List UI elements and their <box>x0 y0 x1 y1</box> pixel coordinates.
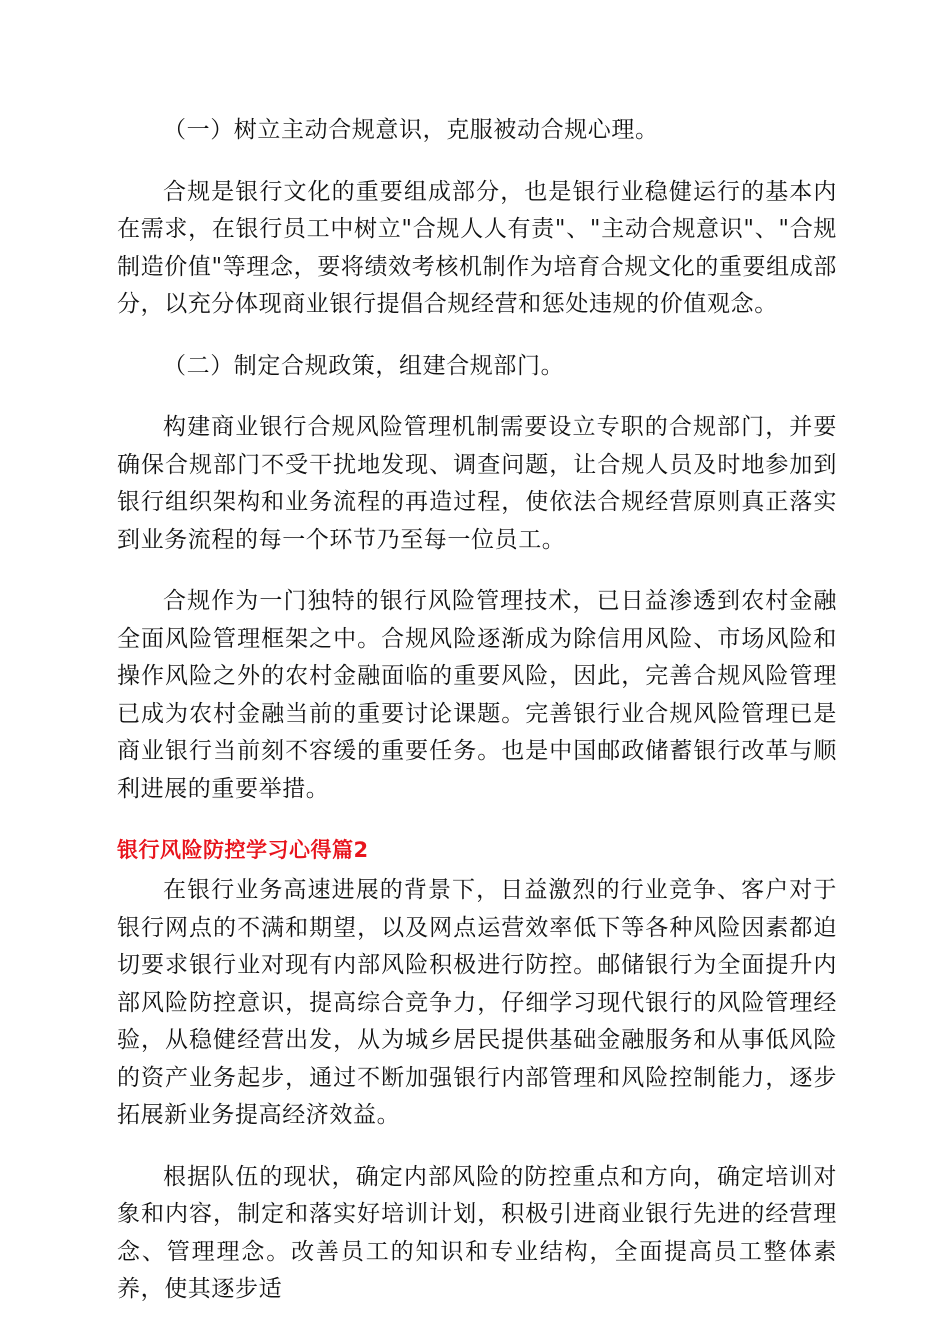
paragraph: 合规是银行文化的重要组成部分，也是银行业稳健运行的基本内在需求，在银行员工中树立"合规人人有责"、"主动合规意识"、"合规制造价值"等理念，要将绩效考核机制作为培育合规文化的重要组成部分，以充分体现商业银行提倡合规经营和惩处违规的价值观念。 <box>117 178 837 317</box>
paragraph: 根据队伍的现状，确定内部风险的防控重点和方向，确定培训对象和内容，制定和落实好培训计划，积极引进商业银行先进的经营理念、管理理念。改善员工的知识和专业结构，全面提高员工整体素养，使其逐步适 <box>117 1163 837 1302</box>
subheading-two: （二）制定合规政策，组建合规部门。 <box>163 352 565 379</box>
paragraph: 构建商业银行合规风险管理机制需要设立专职的合规部门，并要确保合规部门不受干扰地发现、调查问题，让合规人员及时地参加到银行组织架构和业务流程的再造过程，使依法合规经营原则真正落实到业务流程的每一个环节乃至每一位员工。 <box>117 414 837 553</box>
subheading-one: （一）树立主动合规意识，克服被动合规心理。 <box>163 117 659 143</box>
paragraph: 合规作为一门独特的银行风险管理技术，已日益渗透到农村金融全面风险管理框架之中。合规风险逐渐成为除信用风险、市场风险和操作风险之外的农村金融面临的重要风险，因此，完善合规风险管理已成为农村金融当前的重要讨论课题。完善银行业合规风险管理已是商业银行当前刻不容缓的重要任务。也是中国邮政储蓄银行改革与顺利进展的重要举措。 <box>117 588 837 802</box>
document-body <box>117 112 837 1333</box>
paragraph: 在银行业务高速进展的背景下，日益激烈的行业竞争、客户对于银行网点的不满和期望，以及网点运营效率低下等各种风险因素都迫切要求银行业对现有内部风险积极进行防控。邮储银行为全面提升内部风险防控意识，提高综合竞争力，仔细学习现代银行的风险管理经验，从稳健经营出发，从为城乡居民提供基础金融服务和从事低风险的资产业务起步，通过不断加强银行内部管理和风险控制能力，逐步拓展新业务提高经济效益。 <box>117 877 837 1128</box>
section-heading: 银行风险防控学习心得篇2 <box>117 838 369 862</box>
